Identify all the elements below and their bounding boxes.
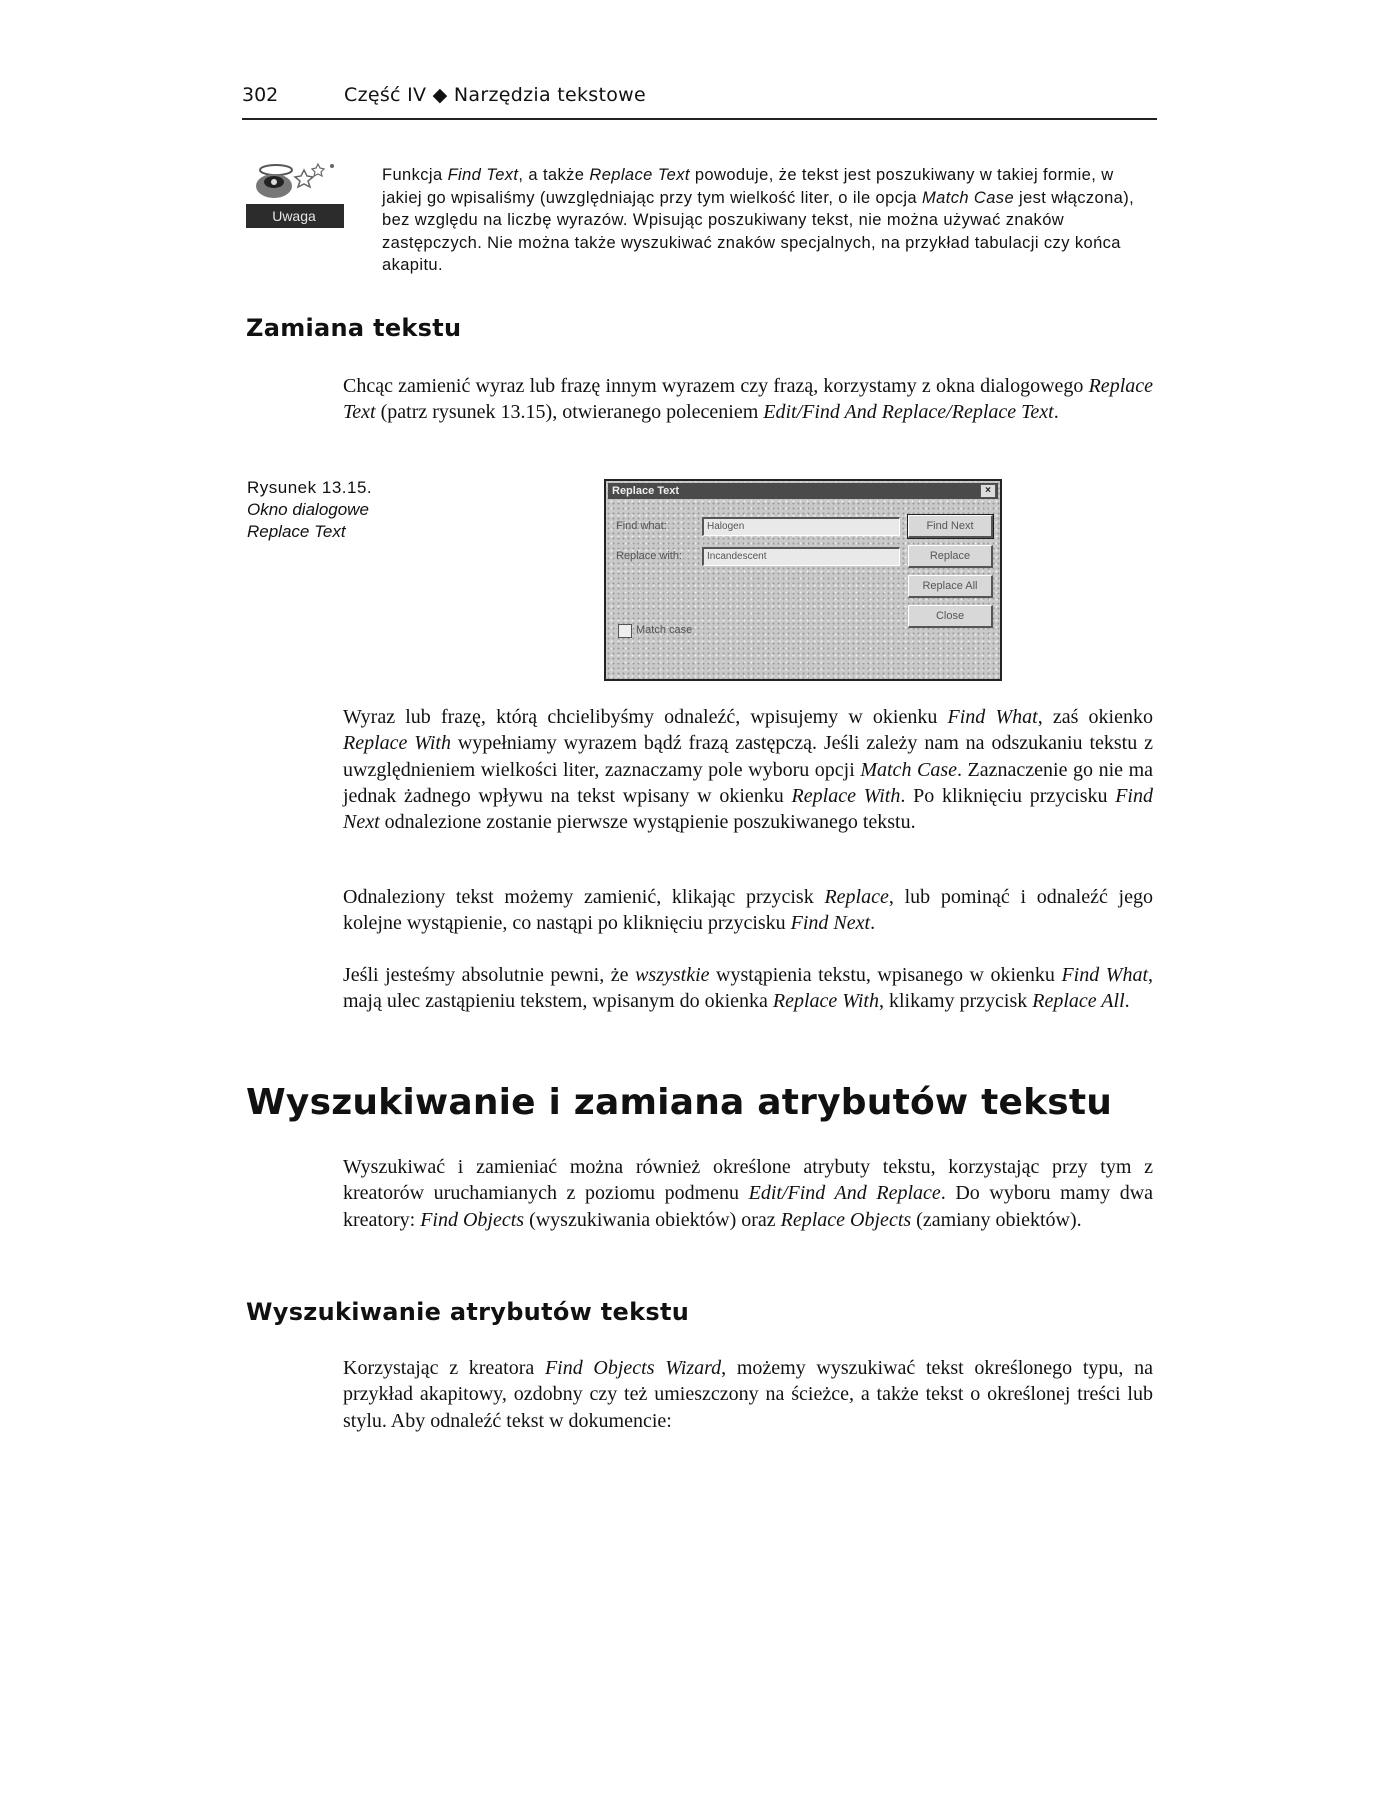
text-run: , mają ulec zastąpieniu tekstem, wpisanym do okienka	[343, 964, 1153, 1013]
page-number: 302	[242, 84, 279, 106]
paragraph-intro	[343, 373, 1153, 426]
replace-button[interactable]: Replace	[908, 545, 993, 568]
replace-all-button[interactable]: Replace All	[908, 575, 993, 598]
chapter-title: Część IV ◆ Narzędzia tekstowe	[344, 84, 646, 106]
note-text-part: Funkcja	[382, 166, 448, 184]
text-run: , zaś okienko	[1037, 706, 1153, 728]
note-text-part: powoduje, że tekst jest poszukiwany w takiej formie, w jakiej go wpisaliśmy (uwzględniając przy tym wielkość liter, o ile opcja	[382, 166, 1114, 207]
text-run-italic: Edit/Find And Replace/Replace Text	[763, 401, 1054, 424]
text-run-italic: Replace	[824, 886, 889, 908]
text-run-italic: Replace Text	[343, 375, 1153, 424]
figure-caption-line: Replace Text	[247, 522, 346, 541]
text-run: Wyszukiwać i zamieniać można również określone atrybuty tekstu, korzystając przy tym z kreatorów uruchamianych z poziomu podmenu	[343, 1156, 1153, 1205]
text-run-italic: Replace With	[791, 784, 901, 807]
replace-with-label: Replace with:	[616, 550, 683, 562]
text-run-italic: Replace With	[772, 990, 879, 1013]
replace-text-dialog-figure	[604, 479, 1002, 681]
text-run: odnalezione zostanie pierwsze wystąpienie poszukiwanego tekstu.	[379, 811, 916, 834]
close-icon[interactable]: ×	[980, 484, 996, 498]
note-text-part: , a także	[518, 166, 590, 184]
paragraph-replace	[343, 884, 1153, 937]
text-run-italic: Find Next	[343, 784, 1153, 834]
text-run: .	[1124, 990, 1130, 1013]
find-what-label: Find what:	[616, 520, 667, 532]
text-run: Chcąc zamienić wyraz lub frazę innym wyrazem czy frazą, korzystamy z okna dialogowego	[343, 375, 1089, 397]
text-run: Wyraz lub frazę, którą chcielibyśmy odnaleźć, wpisujemy w okienku	[343, 706, 948, 728]
text-run: (patrz rysunek 13.15), otwieranego poleceniem	[375, 401, 764, 424]
text-run-italic: Replace With	[343, 732, 451, 755]
note-text-italic: Find Text	[447, 166, 519, 184]
figure-caption-line: Okno dialogowe	[247, 500, 369, 519]
running-header	[242, 82, 1157, 120]
text-run: wypełniamy wyrazem bądź frazą zastępczą. Jeśli zależy nam na odszukaniu tekstu z uwzględnieniem wielkości liter, zaznaczamy pole wyboru opcji	[343, 732, 1153, 781]
text-run-italic: wszystkie	[635, 964, 710, 986]
text-run-italic: Find Objects Wizard	[544, 1357, 722, 1379]
text-run: , lub pominąć i odnaleźć jego kolejne wystąpienie, co nastąpi po kliknięciu przycisku	[343, 886, 1153, 935]
text-run: (zamiany obiektów).	[911, 1208, 1082, 1231]
text-run: .	[1053, 401, 1059, 424]
match-case-label: Match case	[636, 624, 693, 636]
replace-with-field[interactable]: Incandescent	[702, 547, 900, 566]
text-run-italic: Find What	[1061, 964, 1148, 986]
text-run: , możemy wyszukiwać tekst określonego typu, na przykład akapitowy, ozdobny czy też umieszczony na ścieżce, a także tekst o określonej treści lub stylu. Aby odnaleźć tekst w dokumencie:	[343, 1357, 1153, 1432]
note-text-italic: Replace Text	[589, 166, 690, 184]
figure-number: Rysunek 13.15.	[247, 478, 373, 497]
paragraph-attributes-intro	[343, 1154, 1153, 1233]
paragraph-find-what	[343, 704, 1153, 835]
text-run: . Po kliknięciu przycisku	[900, 784, 1116, 807]
text-run-italic: Find Next	[790, 912, 871, 935]
find-next-button[interactable]: Find Next	[908, 515, 993, 538]
paragraph-find-objects	[343, 1355, 1153, 1434]
text-run: Korzystając z kreatora	[343, 1357, 545, 1379]
note-text	[382, 164, 1152, 277]
text-run: Odnaleziony tekst możemy zamienić, klikając przycisk	[343, 886, 825, 908]
text-run: . Zaznaczenie go nie ma jednak żadnego wpływu na tekst wpisany w okienku	[343, 758, 1153, 807]
close-button[interactable]: Close	[908, 605, 993, 628]
text-run: wystąpienia tekstu, wpisanego w okienku	[709, 964, 1062, 986]
text-run-italic: Find What	[947, 706, 1038, 728]
note-icon-label: Uwaga	[272, 208, 316, 224]
chapter-heading-attributes: Wyszukiwanie i zamiana atrybutów tekstu	[246, 1082, 1113, 1123]
text-run: (wyszukiwania obiektów) oraz	[524, 1208, 781, 1231]
text-run: , klikamy przycisk	[878, 990, 1033, 1013]
section-heading-find-attributes: Wyszukiwanie atrybutów tekstu	[246, 1298, 690, 1326]
text-run-italic: Edit/Find And Replace	[748, 1182, 941, 1205]
text-run: Jeśli jesteśmy absolutnie pewni, że	[343, 964, 636, 986]
note-icon-graphic	[246, 160, 346, 232]
note-text-italic: Match Case	[921, 188, 1015, 207]
section-heading-zamiana: Zamiana tekstu	[246, 314, 462, 342]
dialog-title: Replace Text	[612, 485, 680, 497]
text-run-italic: Match Case	[860, 758, 957, 781]
paragraph-replace-all	[343, 962, 1153, 1015]
find-what-field[interactable]: Halogen	[702, 517, 900, 536]
note-text-part: jest włączona), bez względu na liczbę wyrazów. Wpisując poszukiwany tekst, nie można używać znaków zastępczych. Nie można także wyszukiwać znaków specjalnych, na przykład tabulacji czy końca akapitu.	[382, 188, 1135, 274]
text-run-italic: Replace All	[1032, 990, 1125, 1013]
text-run: . Do wyboru mamy dwa kreatory:	[343, 1182, 1154, 1231]
figure-caption	[247, 477, 447, 543]
text-run: .	[870, 912, 876, 935]
dialog-titlebar	[608, 483, 998, 499]
text-run-italic: Find Objects	[420, 1208, 525, 1231]
match-case-checkbox[interactable]	[618, 624, 632, 638]
warning-note-icon	[246, 160, 346, 232]
text-run-italic: Replace Objects	[780, 1208, 912, 1231]
